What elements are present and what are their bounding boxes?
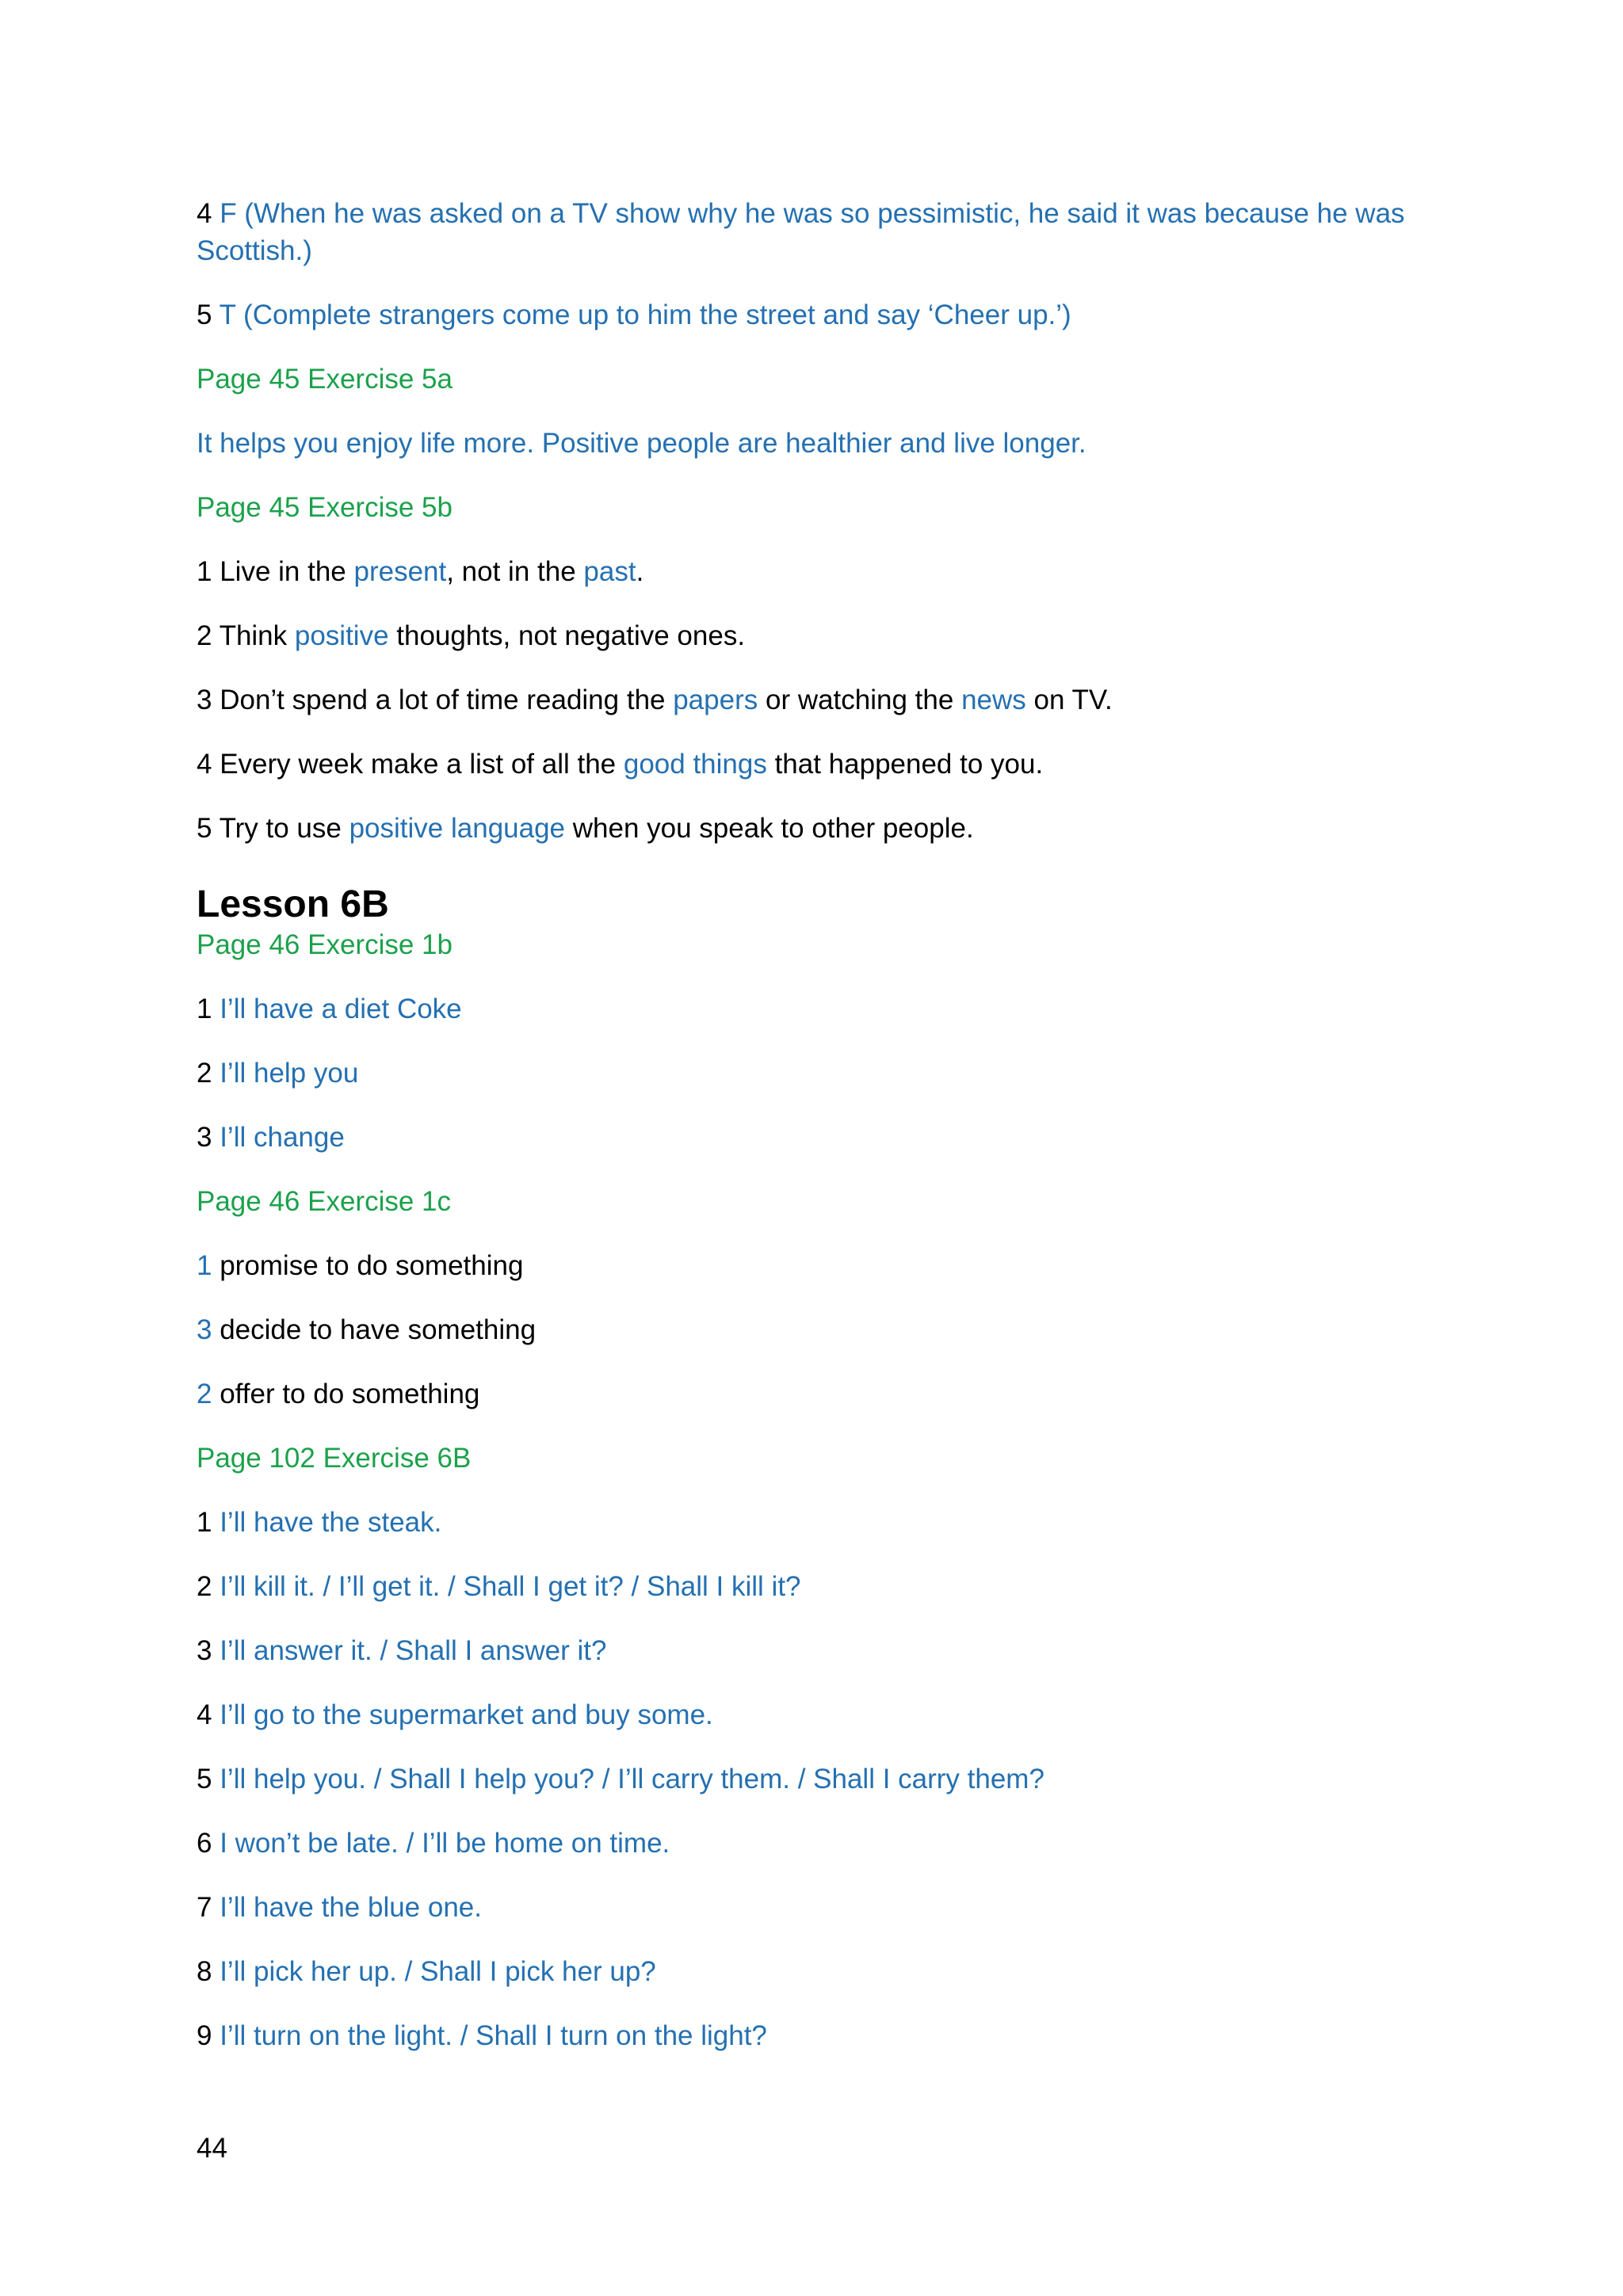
- answer-line: [197, 296, 1433, 334]
- answer-line: [197, 681, 1433, 719]
- item-number: 5: [197, 813, 212, 844]
- item-number: 5: [197, 1764, 212, 1794]
- item-number: 8: [197, 1956, 212, 1987]
- answer-text: I won’t be late. / I’ll be home on time.: [220, 1828, 670, 1859]
- answer-word: past: [583, 556, 636, 587]
- sentence-part: Don’t spend a lot of time reading the: [220, 685, 674, 715]
- item-number: 3: [197, 1314, 212, 1345]
- lesson-heading: Lesson 6B: [197, 883, 389, 925]
- item-number: 4: [197, 749, 212, 780]
- answer-text: promise to do something: [212, 1250, 524, 1281]
- answer-line: [197, 1375, 1433, 1413]
- exercise-title: Page 45 Exercise 5a: [197, 364, 453, 395]
- answer-line: [197, 1632, 1433, 1669]
- answer-text: decide to have something: [212, 1314, 537, 1345]
- item-number: 1: [197, 556, 212, 587]
- answer-line: [197, 1696, 1433, 1733]
- answer-line: [197, 2017, 1433, 2054]
- answer-line: [197, 1889, 1433, 1926]
- answer-line: [197, 810, 1433, 847]
- answer-key-content: [197, 195, 1433, 2081]
- exercise-title: Page 46 Exercise 1c: [197, 1186, 452, 1217]
- answer-line: [197, 1953, 1433, 1990]
- sentence-part: Every week make a list of all the: [220, 749, 624, 780]
- sentence-part: on TV.: [1025, 685, 1113, 715]
- item-number: 9: [197, 2020, 212, 2051]
- item-number: 5: [197, 299, 212, 330]
- item-number: 2: [197, 1058, 212, 1089]
- item-number: 2: [197, 620, 212, 651]
- item-number: 3: [197, 1635, 212, 1666]
- item-number: 6: [197, 1828, 212, 1859]
- answer-text: It helps you enjoy life more. Positive people are healthier and live longer.: [197, 428, 1086, 459]
- exercise-title: Page 45 Exercise 5b: [197, 492, 453, 523]
- item-number: 1: [197, 994, 212, 1024]
- exercise-title: Page 46 Exercise 1b: [197, 929, 453, 960]
- sentence-part: .: [636, 556, 644, 587]
- answer-text: I’ll go to the supermarket and buy some.: [220, 1699, 713, 1730]
- answer-text: I’ll turn on the light. / Shall I turn on the light?: [220, 2020, 767, 2051]
- sentence-part: thoughts, not negative ones.: [388, 620, 746, 651]
- answer-text: I’ll pick her up. / Shall I pick her up?: [220, 1956, 656, 1987]
- sentence-part: or watching the: [758, 685, 962, 715]
- answer-line: [197, 1311, 1433, 1348]
- answer-line: [197, 617, 1433, 654]
- answer-text: T (Complete strangers come up to him the street and say ‘Cheer up.’): [219, 299, 1071, 330]
- exercise-title: Page 102 Exercise 6B: [197, 1443, 472, 1474]
- item-number: 7: [197, 1892, 212, 1923]
- item-number: 2: [197, 1571, 212, 1602]
- answer-line: [197, 195, 1433, 269]
- answer-line: [197, 1504, 1433, 1541]
- sentence-part: , not in the: [446, 556, 584, 587]
- item-number: 1: [197, 1250, 212, 1281]
- answer-text: I’ll have the blue one.: [220, 1892, 482, 1923]
- item-number: 3: [197, 1122, 212, 1153]
- answer-text: offer to do something: [212, 1379, 480, 1409]
- answer-text: I’ll help you. / Shall I help you? / I’ll carry them. / Shall I carry them?: [220, 1764, 1044, 1794]
- answer-word: present: [353, 556, 447, 587]
- answer-line: [197, 1825, 1433, 1862]
- item-number: 4: [197, 198, 212, 229]
- answer-text: I’ll answer it. / Shall I answer it?: [220, 1635, 607, 1666]
- answer-line: [197, 746, 1433, 783]
- item-number: 2: [197, 1379, 212, 1409]
- answer-text: I’ll help you: [220, 1058, 359, 1089]
- item-number: 3: [197, 685, 212, 715]
- item-number: 1: [197, 1507, 212, 1538]
- answer-line: [197, 1568, 1433, 1605]
- answer-text: I’ll have a diet Coke: [220, 994, 462, 1024]
- answer-text: I’ll change: [220, 1122, 345, 1153]
- sentence-part: when you speak to other people.: [565, 813, 974, 844]
- answer-word: positive: [294, 620, 389, 651]
- answer-line: [197, 1055, 1433, 1092]
- answer-line: [197, 553, 1433, 590]
- sentence-part: that happened to you.: [766, 749, 1044, 780]
- answer-word: papers: [673, 685, 758, 715]
- answer-text: I’ll kill it. / I’ll get it. / Shall I get it? / Shall I kill it?: [220, 1571, 801, 1602]
- answer-word: positive language: [349, 813, 566, 844]
- item-number: 4: [197, 1699, 212, 1730]
- page-number: 44: [197, 2133, 227, 2164]
- answer-line: [197, 1119, 1433, 1156]
- answer-line: [197, 1760, 1433, 1798]
- answer-text: F (When he was asked on a TV show why he was so pessimistic, he said it was because he was Scottish.): [197, 198, 1405, 266]
- answer-word: news: [961, 685, 1026, 715]
- sentence-part: Live in the: [220, 556, 354, 587]
- sentence-part: Think: [219, 620, 295, 651]
- answer-line: [197, 1247, 1433, 1284]
- answer-line: [197, 990, 1433, 1028]
- answer-word: good things: [623, 749, 767, 780]
- sentence-part: Try to use: [219, 813, 349, 844]
- answer-text: I’ll have the steak.: [220, 1507, 442, 1538]
